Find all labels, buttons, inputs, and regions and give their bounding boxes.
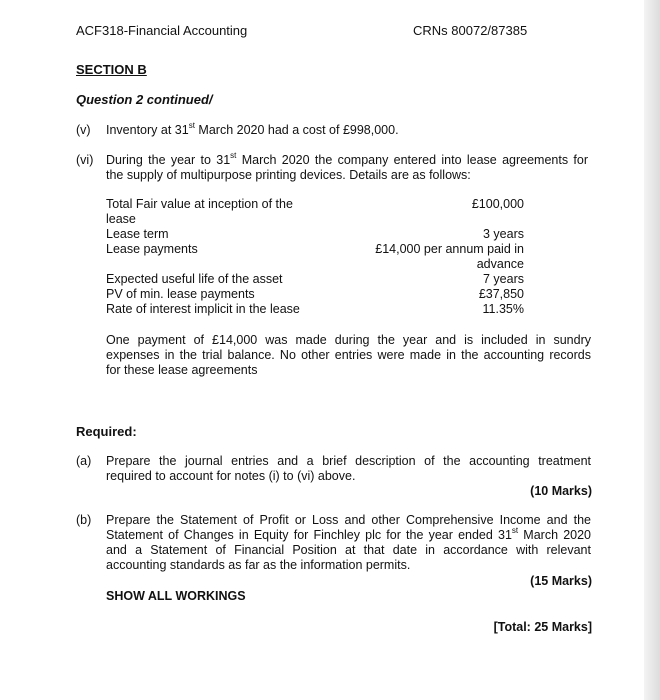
lease-label-term: Lease term (106, 227, 169, 241)
item-v-text: Inventory at 31st March 2020 had a cost of £998,000. (106, 120, 399, 137)
item-vi-text: During the year to 31st March 2020 the company entered into lease agreements for the supply of multipurpose printing devices. Details are as follows: (106, 150, 588, 182)
page-edge-shadow (644, 0, 660, 700)
lease-value-term: 3 years (483, 227, 524, 241)
item-vi-number: (vi) (76, 153, 94, 167)
lease-label-payments: Lease payments (106, 242, 198, 256)
requirement-a-text: Prepare the journal entries and a brief description of the accounting treatment required to account for notes (i) to (vi) above. (106, 454, 591, 483)
requirement-b-number: (b) (76, 513, 92, 527)
show-all-workings: SHOW ALL WORKINGS (106, 589, 246, 603)
lease-value-useful-life: 7 years (483, 272, 524, 286)
lease-label-fair-value: Total Fair value at inception of the (106, 197, 293, 211)
item-v-number: (v) (76, 123, 91, 137)
course-title: ACF318-Financial Accounting (76, 23, 248, 38)
requirement-a-marks: (10 Marks) (530, 484, 592, 498)
lease-value-fair-value: £100,000 (471, 197, 524, 211)
lease-note-paragraph: One payment of £14,000 was made during the year and is included in sundry expenses in the trial balance. No other entries were made in the accounting records for these lease agreements (106, 333, 591, 377)
lease-label-useful-life: Expected useful life of the asset (106, 272, 283, 286)
required-heading: Required: (76, 424, 137, 439)
requirement-a-number: (a) (76, 454, 92, 468)
lease-value-payments: £14,000 per annum paid in (375, 242, 524, 256)
lease-label-fair-value-cont: lease (106, 212, 136, 226)
requirement-b-marks: (15 Marks) (530, 574, 592, 588)
lease-label-pv: PV of min. lease payments (106, 287, 255, 301)
lease-label-rate: Rate of interest implicit in the lease (106, 302, 300, 316)
question-title: Question 2 continued/ (76, 92, 213, 107)
lease-value-pv: £37,850 (478, 287, 524, 301)
lease-value-payments-cont: advance (476, 257, 524, 271)
section-title: SECTION B (76, 62, 147, 77)
requirement-b-text: Prepare the Statement of Profit or Loss and other Comprehensive Income and the Statement of Changes in Equity for Finchley plc for the year ended 31st March 2020 and a Statement of Financial Position at that date in accordance with relevant accounting standards as far as the information permits. (106, 513, 592, 572)
total-marks: [Total: 25 Marks] (493, 620, 592, 634)
lease-value-rate: 11.35% (482, 302, 524, 316)
crn-numbers: CRNs 80072/87385 (413, 23, 528, 38)
